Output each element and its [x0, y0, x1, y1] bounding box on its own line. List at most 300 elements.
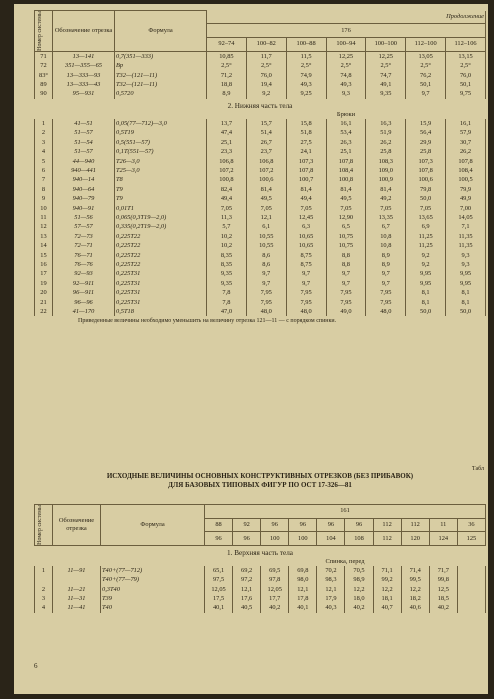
value-cell: 100,6	[406, 175, 446, 184]
row-number: 2	[35, 128, 53, 137]
value-cell: 107,8	[406, 166, 446, 175]
value-cell: 8,1	[446, 298, 486, 307]
value-cell: 9,35	[207, 269, 247, 278]
formula: 0,7(351—333)	[115, 51, 207, 61]
value-cell: 69,8	[289, 566, 317, 575]
value-cell: 7,95	[366, 298, 406, 307]
label-header-2: Обозначение отрезка	[53, 505, 101, 546]
continuation-label: Продолжение	[207, 11, 486, 24]
empty-cell	[457, 594, 485, 603]
value-cell: 12,25	[326, 51, 366, 61]
value-cell: 11,25	[406, 241, 446, 250]
value-cell: 65,1	[205, 566, 233, 575]
column-header: 100–82	[246, 37, 286, 51]
row-number: 7	[35, 175, 53, 184]
value-cell: 74,8	[326, 71, 366, 80]
value-cell: 18,5	[429, 594, 457, 603]
table-row	[35, 213, 486, 222]
value-cell: 107,8	[446, 157, 486, 166]
value-cell: 40,7	[373, 603, 401, 612]
value-cell: 8,8	[326, 260, 366, 269]
value-cell: 40,2	[261, 603, 289, 612]
table-title-line-2: ДЛЯ БАЗОВЫХ ТИПОВЫХ ФИГУР ПО ОСТ 17-326—81	[168, 481, 352, 489]
value-cell: 9,7	[286, 279, 326, 288]
value-cell: 8,75	[286, 251, 326, 260]
value-cell: 12,05	[205, 585, 233, 594]
segment-label: 940—14	[53, 175, 115, 184]
value-cell: 7,95	[246, 298, 286, 307]
value-cell: 8,8	[326, 251, 366, 260]
row-number: 5	[35, 157, 53, 166]
value-cell: 12,05	[261, 585, 289, 594]
value-cell: 10,2	[207, 241, 247, 250]
value-cell: 108,4	[446, 166, 486, 175]
value-cell: 49,4	[207, 194, 247, 203]
value-cell: 9,3	[326, 89, 366, 98]
value-cell: 9,2	[246, 89, 286, 98]
value-cell: 98,0	[289, 575, 317, 584]
value-cell: 7,05	[366, 204, 406, 213]
value-cell: 11,5	[286, 51, 326, 61]
empty-cell	[457, 566, 485, 575]
value-cell: 10,2	[207, 232, 247, 241]
value-cell: 99,5	[401, 575, 429, 584]
formula: 0,5Т19	[115, 128, 207, 137]
value-cell: 108,3	[366, 157, 406, 166]
value-cell: 25,8	[366, 147, 406, 156]
table-row	[35, 603, 486, 612]
value-cell: 107,2	[246, 166, 286, 175]
value-cell: 71,1	[373, 566, 401, 575]
formula: 0,05(77—712)—3,0	[115, 119, 207, 128]
value-cell: 12,2	[401, 585, 429, 594]
row-number: 13	[35, 232, 53, 241]
value-cell: 7,05	[246, 204, 286, 213]
table-row	[35, 147, 486, 156]
formula: Т9	[115, 194, 207, 203]
column-header: 92–74	[207, 37, 247, 51]
row-number: 90	[35, 89, 53, 98]
value-cell: 74,7	[366, 71, 406, 80]
value-cell: 12,5	[429, 585, 457, 594]
formula: 0,065(0,3Т19—2,0)	[115, 213, 207, 222]
value-cell: 9,7	[246, 279, 286, 288]
value-cell: 76,2	[406, 71, 446, 80]
value-cell: 7,05	[286, 204, 326, 213]
segment-label: 11—91	[53, 566, 101, 575]
value-cell: 9,7	[326, 279, 366, 288]
table-number: Табл	[471, 466, 484, 472]
table-row	[35, 204, 486, 213]
table-row	[35, 80, 486, 89]
formula: 0,1Т(551—57)	[115, 147, 207, 156]
value-cell: 106,8	[246, 157, 286, 166]
value-cell: 12,2	[345, 585, 373, 594]
segment-label: 92—93	[53, 269, 115, 278]
value-cell: 7,95	[246, 288, 286, 297]
value-cell: 71,7	[429, 566, 457, 575]
size-header: 100	[261, 532, 289, 546]
value-cell: 100,6	[246, 175, 286, 184]
value-cell: 9,35	[207, 279, 247, 288]
row-number: 16	[35, 260, 53, 269]
value-cell: 10,8	[366, 232, 406, 241]
value-cell: 51,8	[286, 128, 326, 137]
value-cell: 48,0	[286, 307, 326, 316]
value-cell: 48,0	[366, 307, 406, 316]
value-cell: 15,8	[286, 119, 326, 128]
value-cell: 47,0	[207, 307, 247, 316]
value-cell: 10,85	[207, 51, 247, 61]
empty-cell	[457, 585, 485, 594]
trousers-table	[34, 111, 486, 317]
row-number: 83°	[35, 71, 53, 80]
value-cell: 8,6	[246, 251, 286, 260]
value-cell: 9,35	[366, 89, 406, 98]
value-cell: 12,45	[286, 213, 326, 222]
value-cell: 100,8	[326, 175, 366, 184]
value-cell: 11,35	[446, 232, 486, 241]
value-cell: 9,95	[406, 279, 446, 288]
value-cell: 69,5	[261, 566, 289, 575]
value-cell: 100,7	[286, 175, 326, 184]
row-number: 20	[35, 288, 53, 297]
value-cell: 100,8	[207, 175, 247, 184]
value-cell: 49,5	[326, 194, 366, 203]
segment-label: 51—57	[53, 128, 115, 137]
segment-label: 13—141	[53, 51, 115, 61]
row-number: 1	[35, 119, 53, 128]
value-cell: 8,35	[207, 251, 247, 260]
formula: 0,225Т31	[115, 279, 207, 288]
value-cell: 8,1	[446, 288, 486, 297]
value-cell: 2,5°	[366, 61, 406, 70]
table-caption	[34, 466, 486, 490]
row-number: 2	[35, 585, 53, 594]
value-cell: 2,5°	[326, 61, 366, 70]
table-row	[35, 51, 486, 61]
value-cell: 17,9	[317, 594, 345, 603]
table-row	[35, 89, 486, 98]
value-cell: 10,75	[326, 232, 366, 241]
column-header: 100–94	[326, 37, 366, 51]
value-cell: 10,75	[326, 241, 366, 250]
value-cell: 13,65	[406, 213, 446, 222]
table-row	[35, 222, 486, 231]
segment-label: 76—71	[53, 251, 115, 260]
table-row	[35, 185, 486, 194]
value-cell: 40,1	[289, 603, 317, 612]
page-number: 6	[34, 662, 38, 670]
height-header: 96	[261, 518, 289, 532]
value-cell: 79,9	[446, 185, 486, 194]
table-continuation	[34, 10, 486, 324]
value-cell: 71,4	[401, 566, 429, 575]
size-header: 100	[289, 532, 317, 546]
formula: Т8	[115, 175, 207, 184]
label-header: Обозначение отрезка	[53, 11, 115, 52]
size-header: 124	[429, 532, 457, 546]
value-cell: 47,4	[207, 128, 247, 137]
table-row	[35, 157, 486, 166]
value-cell: 2,5°	[246, 61, 286, 70]
value-cell: 50,1	[446, 80, 486, 89]
value-cell: 97,5	[205, 575, 233, 584]
table-row	[35, 298, 486, 307]
value-cell: 40,6	[401, 603, 429, 612]
value-cell: 11,3	[207, 213, 247, 222]
section-title: 2. Нижняя часть тела	[227, 101, 293, 110]
column-header: 100–100	[366, 37, 406, 51]
table-row	[35, 288, 486, 297]
formula: 0,335(0,2Т19—2,0)	[115, 222, 207, 231]
row-number: 22	[35, 307, 53, 316]
value-cell: 13,7	[207, 119, 247, 128]
empty-cell	[457, 575, 485, 584]
value-cell: 108,4	[326, 166, 366, 175]
value-cell: 9,7	[326, 269, 366, 278]
table-row	[35, 575, 486, 584]
value-cell: 8,35	[207, 260, 247, 269]
value-cell: 109,0	[366, 166, 406, 175]
height-header: 96	[317, 518, 345, 532]
value-cell: 11,7	[246, 51, 286, 61]
formula: Т25—3,0	[115, 166, 207, 175]
segment-label: 41—51	[53, 119, 115, 128]
value-cell: 26,3	[326, 138, 366, 147]
row-number: 19	[35, 279, 53, 288]
table-title-line-1: ИСХОДНЫЕ ВЕЛИЧИНЫ ОСНОВНЫХ КОНСТРУКТИВНЫХ ОТРЕЗКОВ (БЕЗ ПРИБАВОК)	[106, 472, 414, 480]
num-header: Номер системы	[35, 11, 53, 52]
value-cell: 49,3	[326, 80, 366, 89]
value-cell: 100,9	[366, 175, 406, 184]
value-cell: 76,0	[246, 71, 286, 80]
row-number: 15	[35, 251, 53, 260]
value-cell: 56,4	[406, 128, 446, 137]
value-cell: 76,0	[446, 71, 486, 80]
segment-label: 51—56	[53, 213, 115, 222]
value-cell: 13,15	[446, 51, 486, 61]
height-header: 112	[373, 518, 401, 532]
table-row	[35, 260, 486, 269]
value-cell: 49,4	[286, 194, 326, 203]
column-header: 112–100	[406, 37, 446, 51]
segment-label: 95—931	[53, 89, 115, 98]
document-page	[14, 4, 488, 694]
value-cell: 12,90	[326, 213, 366, 222]
row-number: 1	[35, 566, 53, 575]
row-number: 14	[35, 241, 53, 250]
value-cell: 9,2	[406, 251, 446, 260]
row-number: 3	[35, 594, 53, 603]
value-cell: 107,8	[286, 166, 326, 175]
formula: Т26—3,0	[115, 157, 207, 166]
value-cell: 8,9	[366, 251, 406, 260]
value-cell: 13,35	[366, 213, 406, 222]
value-cell: 2,5°	[207, 61, 247, 70]
segment-label: 940—79	[53, 194, 115, 203]
value-cell: 6,7	[366, 222, 406, 231]
value-cell: 7,00	[446, 204, 486, 213]
value-cell: 7,95	[326, 298, 366, 307]
value-cell: 57,9	[446, 128, 486, 137]
table-row	[35, 566, 486, 575]
value-cell: 9,95	[446, 279, 486, 288]
table-row	[35, 194, 486, 203]
table-row	[35, 128, 486, 137]
value-cell: 50,0	[446, 307, 486, 316]
value-cell: 15,9	[406, 119, 446, 128]
formula: 0,225Т31	[115, 288, 207, 297]
row-number: 89	[35, 80, 53, 89]
value-cell: 18,8	[207, 80, 247, 89]
value-cell: 23,3	[207, 147, 247, 156]
value-cell: 9,7	[366, 269, 406, 278]
table-row	[35, 71, 486, 80]
value-cell: 51,9	[366, 128, 406, 137]
value-cell: 7,95	[286, 298, 326, 307]
num-header-2: Номер системы	[35, 505, 53, 546]
value-cell: 9,95	[406, 269, 446, 278]
row-number: 17	[35, 269, 53, 278]
value-cell: 107,3	[286, 157, 326, 166]
value-cell: 14,05	[446, 213, 486, 222]
value-cell: 16,1	[446, 119, 486, 128]
table-row	[35, 119, 486, 128]
value-cell: 7,95	[286, 288, 326, 297]
table-row	[35, 61, 486, 70]
formula: 0,5(551—57)	[115, 138, 207, 147]
segment-label: 57—57	[53, 222, 115, 231]
value-cell: 6,9	[406, 222, 446, 231]
segment-label: 13—333—43	[53, 80, 115, 89]
value-cell: 40,5	[233, 603, 261, 612]
section-title-2: 1. Верхняя часть тела	[227, 548, 293, 557]
value-cell: 50,0	[406, 194, 446, 203]
segment-label: 11—31	[53, 594, 101, 603]
value-cell: 18,0	[345, 594, 373, 603]
subsection-title-2: Спинка, перед	[325, 557, 365, 565]
formula-header: Формула	[115, 11, 207, 52]
value-cell: 7,05	[207, 204, 247, 213]
value-cell: 7,1	[446, 222, 486, 231]
row-number: 4	[35, 147, 53, 156]
value-cell: 81,4	[286, 185, 326, 194]
value-cell: 107,8	[326, 157, 366, 166]
formula: 0,225Т22	[115, 251, 207, 260]
value-cell: 11,25	[406, 232, 446, 241]
value-cell: 18,1	[373, 594, 401, 603]
row-number: 11	[35, 213, 53, 222]
segment-label: 72—73	[53, 232, 115, 241]
formula: 0,225Т22	[115, 232, 207, 241]
value-cell: 81,4	[326, 185, 366, 194]
value-cell: 97,2	[233, 575, 261, 584]
value-cell: 49,2	[366, 194, 406, 203]
value-cell: 6,1	[246, 222, 286, 231]
size-header: 96	[205, 532, 233, 546]
segment-label: 41—170	[53, 307, 115, 316]
value-cell: 19,4	[246, 80, 286, 89]
segment-label: 92—911	[53, 279, 115, 288]
formula: 0,225Т22	[115, 260, 207, 269]
value-cell: 10,8	[366, 241, 406, 250]
value-cell: 50,0	[406, 307, 446, 316]
value-cell: 15,7	[246, 119, 286, 128]
value-cell: 53,4	[326, 128, 366, 137]
value-cell: 49,9	[446, 194, 486, 203]
value-cell: 12,1	[317, 585, 345, 594]
row-number: 12	[35, 222, 53, 231]
value-cell: 70,2	[317, 566, 345, 575]
value-cell: 107,2	[207, 166, 247, 175]
value-cell: 12,25	[366, 51, 406, 61]
group-header: 176	[207, 24, 486, 38]
value-cell: 99,2	[373, 575, 401, 584]
row-number: 10	[35, 204, 53, 213]
base-values-table	[34, 504, 486, 613]
value-cell: 16,3	[366, 119, 406, 128]
segment-label: 51—54	[53, 138, 115, 147]
value-cell: 7,95	[326, 288, 366, 297]
value-cell: 10,55	[246, 232, 286, 241]
value-cell: 49,3	[286, 80, 326, 89]
value-cell: 25,1	[207, 138, 247, 147]
size-header: 125	[457, 532, 485, 546]
table-row	[35, 279, 486, 288]
row-number: 6	[35, 166, 53, 175]
value-cell: 71,2	[207, 71, 247, 80]
value-cell: 100,5	[446, 175, 486, 184]
value-cell: 26,2	[446, 147, 486, 156]
height-header: 92	[233, 518, 261, 532]
value-cell: 40,2	[429, 603, 457, 612]
table-row	[35, 232, 486, 241]
formula: Т32—(121—11)	[115, 71, 207, 80]
value-cell: 8,1	[406, 298, 446, 307]
value-cell: 9,3	[446, 260, 486, 269]
value-cell: 17,5	[205, 594, 233, 603]
value-cell: 23,7	[246, 147, 286, 156]
value-cell: 106,8	[207, 157, 247, 166]
value-cell: 7,05	[406, 204, 446, 213]
value-cell: 29,9	[406, 138, 446, 147]
table-row	[35, 166, 486, 175]
value-cell: 107,3	[406, 157, 446, 166]
value-cell: 7,95	[366, 288, 406, 297]
value-cell: 12,1	[233, 585, 261, 594]
column-header: 100–88	[286, 37, 326, 51]
value-cell: 24,1	[286, 147, 326, 156]
table-row	[35, 175, 486, 184]
value-cell: 74,9	[286, 71, 326, 80]
height-header: 96	[289, 518, 317, 532]
row-number: 4	[35, 603, 53, 612]
value-cell: 81,4	[366, 185, 406, 194]
formula: 0,225Т22	[115, 241, 207, 250]
height-header: 11	[429, 518, 457, 532]
segment-label: 351—355—65	[53, 61, 115, 70]
segment-label	[53, 575, 101, 584]
value-cell: 27,5	[286, 138, 326, 147]
value-cell: 9,7	[366, 279, 406, 288]
base-table	[34, 504, 486, 546]
value-cell: 6,5	[326, 222, 366, 231]
formula: Т9	[115, 185, 207, 194]
formula: 0,3Т40	[101, 585, 205, 594]
table-row	[35, 241, 486, 250]
table-row	[35, 585, 486, 594]
